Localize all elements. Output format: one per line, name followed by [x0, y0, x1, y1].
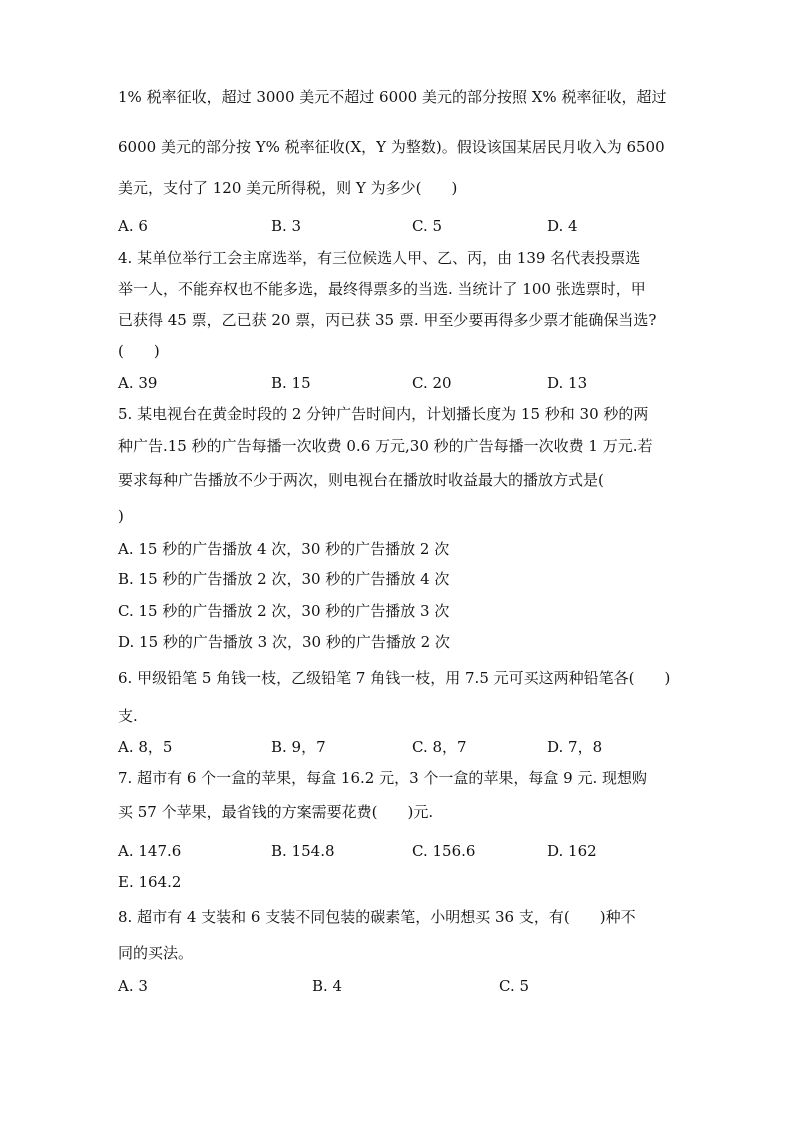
q5-option-a: A. 15 秒的广告播放 4 次，30 秒的广告播放 2 次 [118, 540, 450, 558]
q4-line-3: 已获得 45 票，乙已获 20 票，丙已获 35 票. 甲至少要再得多少票才能确保当选? [118, 311, 657, 329]
q3-option-a: A. 6 [118, 217, 148, 235]
q5-line-2: 种广告.15 秒的广告每播一次收费 0.6 万元,30 秒的广告每播一次收费 1 万元.若 [118, 437, 653, 455]
q6-line-2: 支. [118, 707, 138, 725]
q5-line-4: ) [118, 507, 124, 525]
q4-line-1: 4. 某单位举行工会主席选举，有三位候选人甲、乙、丙，由 139 名代表投票选 [118, 249, 641, 267]
q7-option-c: C. 156.6 [412, 842, 476, 860]
q5-option-d: D. 15 秒的广告播放 3 次，30 秒的广告播放 2 次 [118, 633, 450, 651]
q4-option-b: B. 15 [271, 374, 311, 392]
q4-line-4: ( ) [118, 342, 160, 360]
q5-option-c: C. 15 秒的广告播放 2 次，30 秒的广告播放 3 次 [118, 602, 450, 620]
q8-line-2: 同的买法。 [118, 944, 194, 962]
q7-line-1: 7. 超市有 6 个一盒的苹果，每盒 16.2 元，3 个一盒的苹果，每盒 9 元. 现想购 [118, 769, 648, 787]
q4-option-d: D. 13 [547, 374, 588, 392]
q6-option-c: C. 8，7 [412, 738, 467, 756]
q6-option-a: A. 8，5 [118, 738, 173, 756]
q5-option-b: B. 15 秒的广告播放 2 次，30 秒的广告播放 4 次 [118, 570, 450, 588]
q6-option-b: B. 9，7 [271, 738, 326, 756]
q8-option-b: B. 4 [312, 977, 343, 995]
q6-line-1: 6. 甲级铅笔 5 角钱一枝，乙级铅笔 7 角钱一枝，用 7.5 元可买这两种铅笔各( ) [118, 669, 671, 687]
q8-option-a: A. 3 [118, 977, 148, 995]
q3-option-d: D. 4 [547, 217, 578, 235]
q5-line-1: 5. 某电视台在黄金时段的 2 分钟广告时间内，计划播长度为 15 秒和 30 秒的两 [118, 405, 649, 423]
q3-line-3: 美元，支付了 120 美元所得税，则 Y 为多少( ) [118, 179, 458, 197]
q7-option-e: E. 164.2 [118, 873, 182, 891]
q3-line-1: 1% 税率征收，超过 3000 美元不超过 6000 美元的部分按照 X% 税率征收，超过 [118, 88, 667, 106]
q7-line-2: 买 57 个苹果，最省钱的方案需要花费( )元. [118, 803, 434, 821]
q8-option-c: C. 5 [499, 977, 530, 995]
q5-line-3: 要求每种广告播放不少于两次，则电视台在播放时收益最大的播放方式是( [118, 471, 604, 489]
q7-options [118, 841, 718, 861]
q4-options [118, 373, 718, 393]
q8-line-1: 8. 超市有 4 支装和 6 支装不同包装的碳素笔，小明想买 36 支，有( )种不 [118, 908, 636, 926]
q3-option-b: B. 3 [271, 217, 302, 235]
q6-options [118, 737, 718, 757]
q3-options [118, 216, 718, 236]
q3-option-c: C. 5 [412, 217, 443, 235]
q6-option-d: D. 7，8 [547, 738, 603, 756]
q7-option-a: A. 147.6 [118, 842, 182, 860]
q7-option-b: B. 154.8 [271, 842, 335, 860]
q3-line-2: 6000 美元的部分按 Y% 税率征收(X，Y 为整数)。假设该国某居民月收入为 6500 [118, 138, 665, 156]
q4-option-a: A. 39 [118, 374, 158, 392]
q8-options [118, 976, 718, 996]
q7-option-d: D. 162 [547, 842, 597, 860]
q4-line-2: 举一人，不能弃权也不能多选，最终得票多的当选. 当统计了 100 张选票时，甲 [118, 280, 646, 298]
q4-option-c: C. 20 [412, 374, 452, 392]
